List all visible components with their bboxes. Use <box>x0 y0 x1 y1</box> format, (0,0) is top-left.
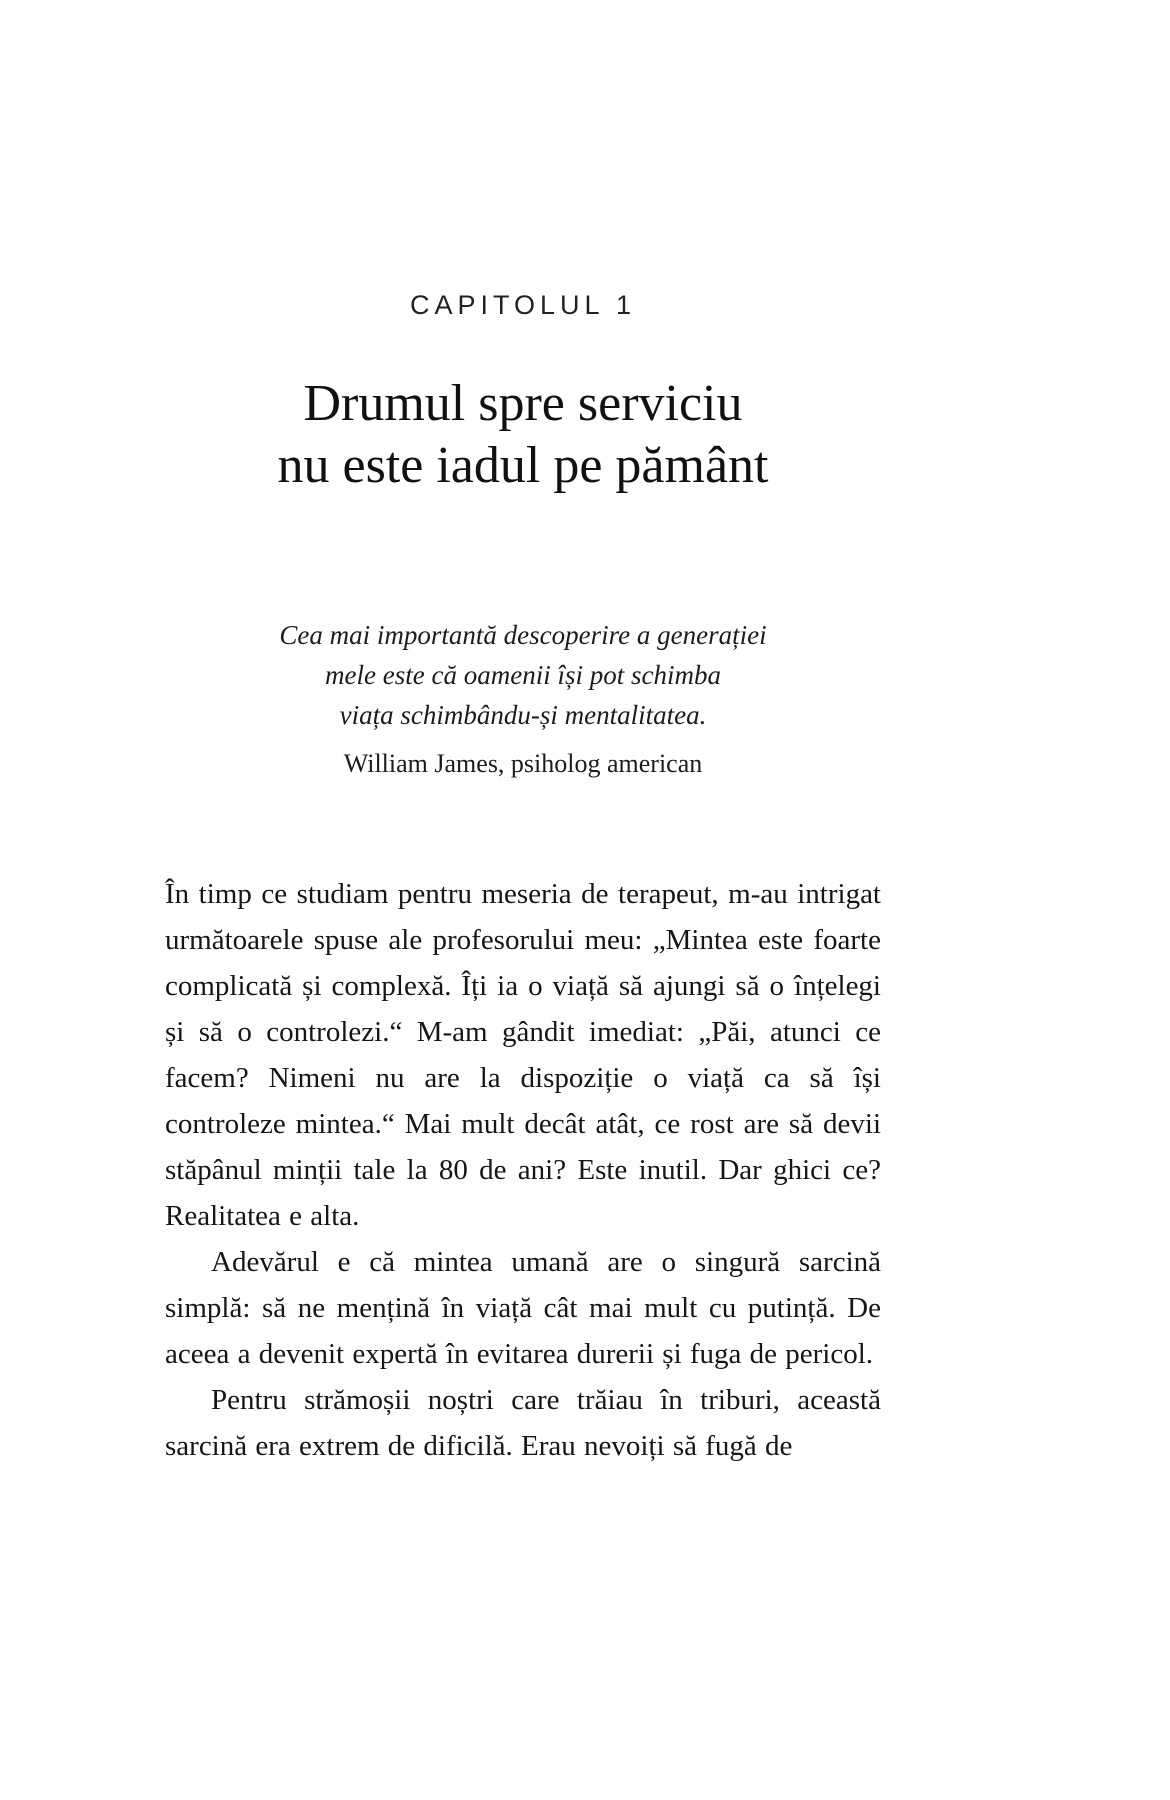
chapter-label: CAPITOLUL 1 <box>409 290 637 320</box>
chapter-title <box>165 373 881 497</box>
body-paragraph-3: Pentru strămoșii noștri care trăiau în triburi, această sarcină era extrem de dificilă. Erau nevoiți să fugă de <box>165 1384 881 1462</box>
chapter-title-line2: nu este iadul pe pământ <box>277 437 769 494</box>
epigraph-line1: Cea mai importantă descoperire a generației <box>279 620 767 650</box>
epigraph-line2: mele este că oamenii își pot schimba <box>325 660 721 690</box>
body-paragraph-1: În timp ce studiam pentru meseria de terapeut, m-au intrigat următoarele spuse ale profesorului meu: „Mintea este foarte complicată și complexă. Îți ia o viață să ajungi să o înțelegi și să o controlezi.“ M-am gândit imediat: „Păi, atunci ce facem? Nimeni nu are la dispoziție o viață ca să își controleze mintea.“ Mai mult decât atât, ce rost are să devii stăpânul minții tale la 80 de ani? Este inutil. Dar ghici ce? Realitatea e alta. <box>165 878 881 1232</box>
epigraph-quote <box>165 615 881 735</box>
body-text <box>165 871 881 1469</box>
epigraph-attribution: William James, psiholog american <box>343 749 703 778</box>
text-column <box>165 0 881 1469</box>
epigraph-line3: viața schimbându-și mentalitatea. <box>339 700 707 730</box>
chapter-title-line1: Drumul spre serviciu <box>303 375 743 432</box>
body-paragraph-2: Adevărul e că mintea umană are o singură sarcină simplă: să ne mențină în viață cât mai mult cu putință. De aceea a devenit expertă în evitarea durerii și fuga de pericol. <box>165 1246 881 1370</box>
